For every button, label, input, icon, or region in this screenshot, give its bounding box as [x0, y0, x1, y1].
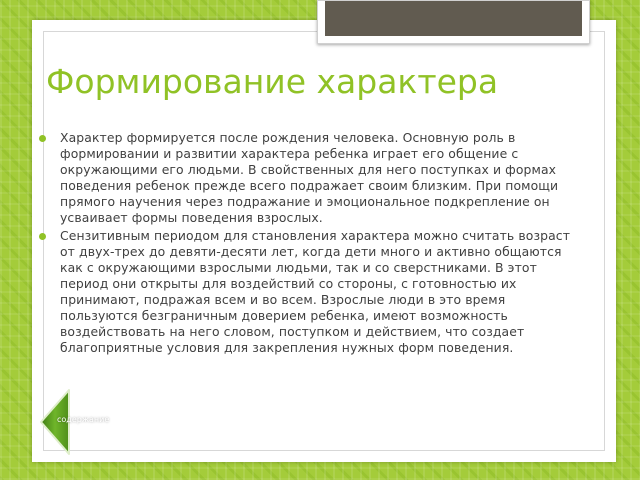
bullet-item	[48, 228, 584, 356]
bullet-item	[48, 130, 584, 226]
contents-nav-label: содержание	[57, 415, 110, 424]
bullet-text: Сензитивным периодом для становления характера можно считать возраст от двух-трех до девяти-десяти лет, когда дети много и активно общаются как с окружающими взрослыми людьми, так и со сверстниками. В этот период они открыты для воздействий со стороны, с готовностью их принимают, подражая всем и во всем. Взрослые люди в это время пользуются безграничным доверием ребенка, имеют возможность воздействовать на него словом, поступком и действием, что создает благоприятные условия для закрепления нужных форм поведения.	[60, 228, 571, 355]
bullet-text: Характер формируется после рождения человека. Основную роль в формировании и развитии характера ребенка играет его общение с окружающими его людьми. В свойственных для него поступках и формах поведения ребенок прежде всего подражает своим близким. При помощи прямого научения через подражание и эмоциональное подкрепление он усваивает формы поведения взрослых.	[60, 130, 559, 225]
slide-title: Формирование характера	[46, 62, 499, 101]
contents-nav-button[interactable]	[39, 388, 110, 456]
photo-frame	[317, 0, 590, 44]
bullet-list	[48, 130, 584, 358]
bullet-icon	[39, 233, 46, 240]
bullet-icon	[39, 135, 46, 142]
decorative-photo	[325, 1, 582, 36]
